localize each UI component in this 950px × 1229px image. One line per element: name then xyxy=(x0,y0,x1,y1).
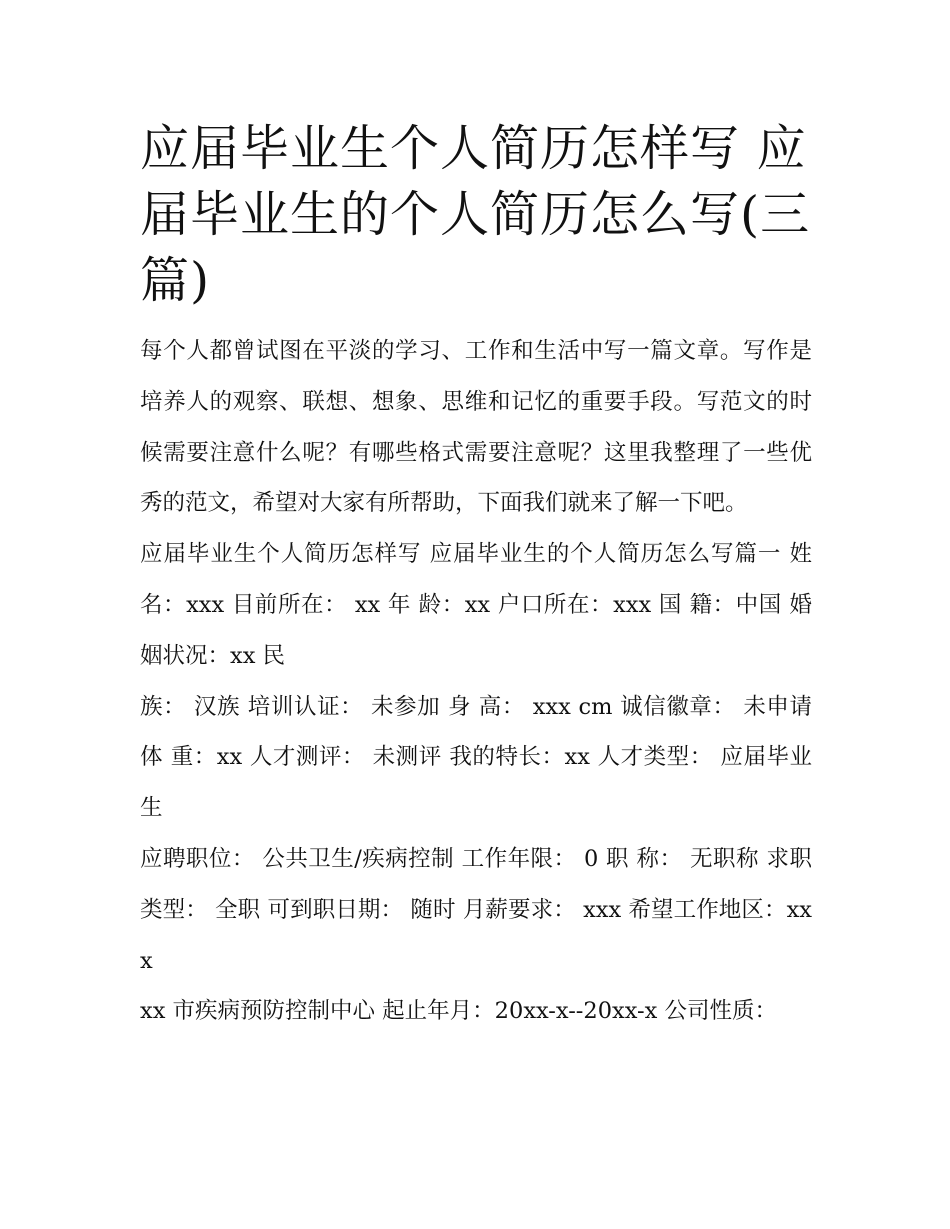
resume-job-intent-paragraph: 应聘职位： 公共卫生/疾病控制 工作年限： 0 职 称： 无职称 求职类型： 全职 可到职日期： 随时 月薪要求： xxx 希望工作地区：xxx xyxy=(140,845,812,974)
document-content xyxy=(140,116,812,1037)
resume-work-experience-paragraph: xx 市疾病预防控制中心 起止年月：20xx-x--20xx-x 公司性质： xyxy=(140,998,777,1025)
resume-basic-info-paragraph: 应届毕业生个人简历怎样写 应届毕业生的个人简历怎么写篇一 姓名：xxx 目前所在： xx 年 龄：xx 户口所在：xxx 国 籍：中国 婚姻状况：xx 民 xyxy=(140,541,812,669)
intro-paragraph: 每个人都曾试图在平淡的学习、工作和生活中写一篇文章。写作是培养人的观察、联想、想象、思维和记忆的重要手段。写范文的时候需要注意什么呢？有哪些格式需要注意呢？这里我整理了一些优秀的范文，希望对大家有所帮助，下面我们就来了解一下吧。 xyxy=(140,338,812,517)
resume-personal-details-paragraph: 族： 汉族 培训认证： 未参加 身 高： xxx cm 诚信徽章： 未申请 体 重：xx 人才测评： 未测评 我的特长：xx 人才类型： 应届毕业生 xyxy=(140,693,812,822)
document-title: 应届毕业生个人简历怎样写 应届毕业生的个人简历怎么写(三篇) xyxy=(140,120,811,309)
